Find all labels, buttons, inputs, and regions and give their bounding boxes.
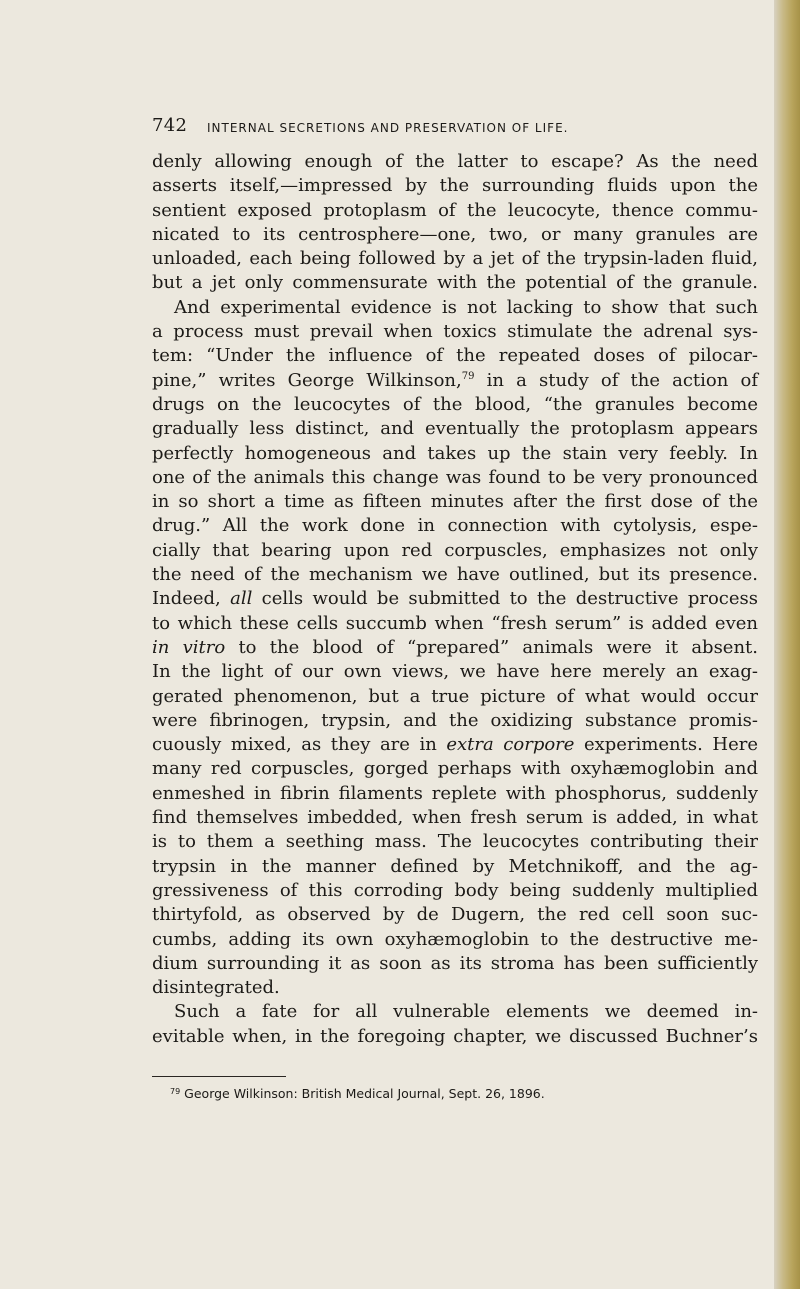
text-segment: in a study of the action of: [474, 369, 758, 391]
text-line: drugs on the leucocytes of the blood, “the granules become: [152, 393, 758, 415]
text-line-with-italic: [152, 733, 758, 757]
footnote-text: George Wilkinson: British Medical Journal, Sept. 26, 1896.: [184, 1086, 545, 1101]
text-line: tem: “Under the influence of the repeated doses of pilocar-: [152, 345, 758, 367]
italic-text: in vitro: [152, 636, 226, 658]
text-line: many red corpuscles, gorged perhaps with oxyhæmoglobin and: [152, 758, 758, 780]
text-line: And experimental evidence is not lacking to show that such: [174, 296, 758, 318]
text-segment: to the blood of “prepared” animals were it absent.: [225, 636, 759, 658]
text-line-with-ref: [152, 369, 758, 393]
text-line: drug.” All the work done in connection with cytolysis, espe-: [152, 515, 758, 537]
text-line: sentient exposed protoplasm of the leucocyte, thence commu-: [152, 199, 758, 221]
text-line-with-italic: [152, 636, 758, 660]
text-line: the need of the mechanism we have outlined, but its presence.: [152, 564, 758, 586]
text-segment: experiments. Here: [574, 734, 758, 756]
footnote: [170, 1086, 770, 1101]
text-line: is to them a seething mass. The leucocytes contributing their: [152, 831, 758, 853]
text-line: thirtyfold, as observed by de Dugern, the red cell soon suc-: [152, 904, 758, 926]
text-line: disintegrated.: [152, 977, 280, 999]
italic-text: extra corpore: [446, 734, 575, 756]
text-line: gressiveness of this corroding body being suddenly multiplied: [152, 879, 758, 901]
text-segment: cells would be submitted to the destructive process: [252, 588, 759, 610]
text-line: to which these cells succumb when “fresh serum” is added even: [152, 612, 758, 634]
text-line: in so short a time as fifteen minutes after the first dose of the: [152, 491, 758, 513]
running-header: [152, 117, 772, 141]
text-line: a process must prevail when toxics stimulate the adrenal sys-: [152, 321, 758, 343]
body-text: [152, 150, 758, 1049]
italic-text: all: [230, 588, 253, 610]
text-line: nicated to its centrosphere—one, two, or many granules are: [152, 223, 758, 245]
text-line: enmeshed in fibrin filaments replete with phosphorus, suddenly: [152, 782, 758, 804]
text-line: gerated phenomenon, but a true picture of what would occur: [152, 685, 758, 707]
footnote-divider: [152, 1076, 286, 1077]
text-line: find themselves imbedded, when fresh serum is added, in what: [152, 807, 758, 829]
text-line: evitable when, in the foregoing chapter, we discussed Buchner’s: [152, 1025, 758, 1047]
page-edge: [774, 0, 800, 1289]
text-line: but a jet only commensurate with the potential of the granule.: [152, 272, 758, 294]
text-line: denly allowing enough of the latter to escape? As the need: [152, 151, 758, 172]
text-line: asserts itself,—impressed by the surrounding fluids upon the: [152, 175, 758, 197]
text-line: cumbs, adding its own oxyhæmoglobin to the destructive me-: [152, 928, 758, 950]
footnote-ref: 79: [461, 370, 475, 382]
text-line: perfectly homogeneous and takes up the stain very feebly. In: [152, 442, 758, 464]
text-line: were fibrinogen, trypsin, and the oxidizing substance promis-: [152, 709, 758, 731]
footnote-marker: 79: [170, 1087, 181, 1096]
text-segment: pine,” writes George Wilkinson,: [152, 369, 462, 391]
text-line-with-italic: [152, 587, 758, 611]
page-number: 742: [152, 115, 188, 136]
text-line: unloaded, each being followed by a jet of the trypsin-laden fluid,: [152, 248, 758, 270]
text-line: cially that bearing upon red corpuscles, emphasizes not only: [152, 539, 758, 561]
text-segment: Indeed,: [152, 588, 231, 610]
text-segment: cuously mixed, as they are in: [152, 734, 447, 756]
text-line: one of the animals this change was found to be very pronounced: [152, 466, 758, 488]
text-line: Such a fate for all vulnerable elements we deemed in-: [174, 1001, 758, 1023]
text-line: In the light of our own views, we have here merely an exag-: [152, 661, 758, 683]
running-head-title: INTERNAL SECRETIONS AND PRESERVATION OF LIFE.: [207, 121, 569, 135]
text-line: dium surrounding it as soon as its stroma has been sufficiently: [152, 952, 758, 974]
text-line: gradually less distinct, and eventually the protoplasm appears: [152, 418, 758, 440]
text-line: trypsin in the manner defined by Metchnikoff, and the ag-: [152, 855, 758, 877]
